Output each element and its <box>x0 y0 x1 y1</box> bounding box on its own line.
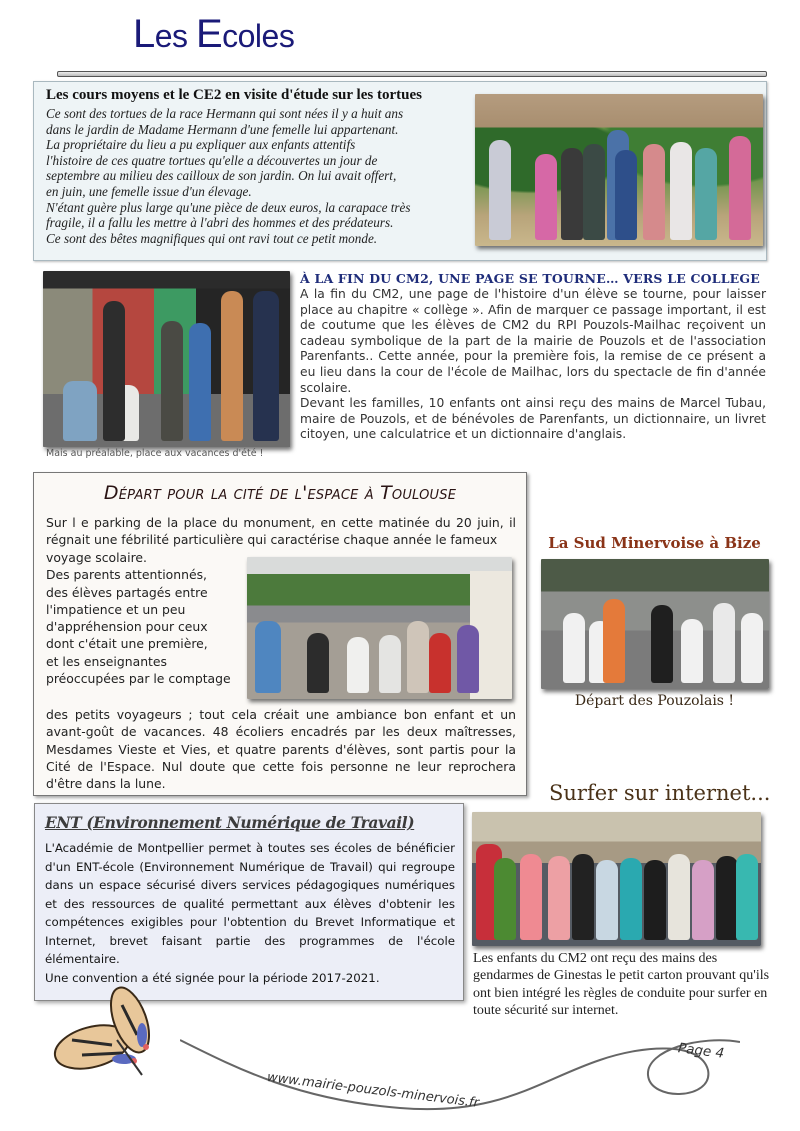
text-line: N'étant guère plus large qu'une pièce de deux euros, la carapace très <box>46 199 411 215</box>
article-body-top <box>46 514 516 549</box>
photo-figure <box>692 860 714 940</box>
article-title: ENT (Environnement Numérique de Travail) <box>45 813 415 832</box>
paragraph: Sur l e parking de la place du monument, en cette matinée du 20 juin, il régnait une fébrilité particulière qui caractérise chaque année le fameux <box>46 515 516 548</box>
photo-figure <box>729 136 751 240</box>
photo-figure <box>63 381 97 441</box>
photo-figure <box>572 854 594 940</box>
photo-children-tortoises <box>475 94 763 246</box>
article-ent <box>34 803 464 1001</box>
photo-figure <box>670 142 692 240</box>
butterfly-icon <box>42 985 177 1085</box>
text-line: d'appréhension pour ceux <box>46 619 208 635</box>
photo-figure <box>255 621 281 693</box>
website-link[interactable]: www.mairie-pouzols-minervois.fr <box>266 1070 480 1111</box>
photo-race-start <box>541 559 769 689</box>
text-line: septembre au milieu des cailloux de son jardin. On lui avait offert, <box>46 168 397 184</box>
photo-figure <box>489 140 511 240</box>
article-title: Les cours moyens et le CE2 en visite d'étude sur les tortues <box>46 87 422 103</box>
text-line: Ce sont des tortues de la race Hermann qui sont nées il y a huit ans <box>46 106 404 121</box>
title-rule <box>57 71 767 77</box>
photo-figure <box>668 854 690 940</box>
text-line: et les enseignantes <box>46 653 167 669</box>
article-body-bottom <box>46 706 516 792</box>
paragraph: Les enfants du CM2 ont reçu des mains des gendarmes de Ginestas le petit carton prouvant qu'ils ont bien intégré les règles de conduite pour surfer en toute sécurité sur internet. <box>473 951 770 1019</box>
title-letter-l: L <box>133 12 155 56</box>
text-line: l'histoire de ces quatre tortues qu'elle a découvertes un jour de <box>46 152 378 168</box>
photo-figure <box>563 613 585 683</box>
photo-figure <box>535 154 557 240</box>
text-line: l'impatience et un peu <box>46 601 186 617</box>
photo-figure <box>644 860 666 940</box>
text-line: en juin, une femelle issue d'un élevage. <box>46 183 252 199</box>
article-body <box>45 839 455 987</box>
photo-figure <box>561 148 583 240</box>
title-part-coles: coles <box>222 18 295 54</box>
text-line: La propriétaire du lieu a pu expliquer aux enfants attentifs <box>46 137 356 153</box>
photo-figure <box>741 613 763 683</box>
page-number: Page 4 <box>677 1040 725 1062</box>
photo-figure <box>596 860 618 940</box>
paragraph: Une convention a été signée pour la période 2017-2021. <box>45 970 380 985</box>
photo-figure <box>736 854 758 940</box>
paragraph: des petits voyageurs ; tout cela créait une ambiance bon enfant et un avant-goût de vacances. 48 écoliers encadrés par les deux maîtresses, Mesdames Vieste et Vies, et quatre parents d'élèves, sont partis pour la Cité de l'Espace. Nul doute que cette fois personne ne leur reprochera d'être dans la lune. <box>46 707 516 792</box>
article-cite-espace <box>33 472 527 796</box>
photo-figure <box>307 633 329 693</box>
text-line: Ce sont des bêtes magnifiques qui ont ravi tout ce petit monde. <box>46 230 378 246</box>
text-line: fragile, il a fallu les mettre à l'abri des hommes et des prédateurs. <box>46 215 394 231</box>
photo-figure <box>651 605 673 683</box>
article-title: La Sud Minervoise à Bize <box>548 534 761 552</box>
photo-figure <box>161 321 183 441</box>
article-title: Surfer sur internet... <box>549 781 771 805</box>
photo-parking-departure <box>247 557 512 699</box>
photo-caption: Départ des Pouzolais ! <box>574 693 735 709</box>
photo-figure <box>347 637 369 693</box>
text-line: voyage scolaire. <box>46 550 147 565</box>
article-body <box>473 950 773 1020</box>
text-line: des élèves partagés entre <box>46 584 208 600</box>
page-title <box>133 14 294 54</box>
photo-figure <box>379 635 401 693</box>
article-tortues <box>33 81 767 261</box>
text-line: préoccupées par le comptage <box>46 671 231 687</box>
photo-figure <box>429 633 451 693</box>
photo-figure <box>615 150 637 240</box>
photo-figure <box>520 854 542 940</box>
photo-figure <box>643 144 665 240</box>
photo-figure <box>583 144 605 240</box>
photo-figure <box>548 856 570 940</box>
photo-figure <box>681 619 703 683</box>
photo-figure <box>457 625 479 693</box>
text-line: dont c'était une première, <box>46 636 208 652</box>
photo-figure <box>494 858 516 940</box>
photo-cm2-internet <box>472 812 761 946</box>
article-title: Départ pour la cité de l'espace à Toulouse <box>103 482 457 504</box>
photo-figure <box>713 603 735 683</box>
photo-figure <box>407 621 429 693</box>
text-line: Des parents attentionnés, <box>46 567 207 583</box>
photo-figure <box>253 291 279 441</box>
photo-figure <box>716 856 738 940</box>
paragraph: A la fin du CM2, une page de l'histoire d'un élève se tourne, pour laisser place au chapitre « collège ». Afin de marquer ce passage important, il est de coutume que les élèves de CM2 du RPI Pouzols-Mailhac reçoivent un cadeau symbolique de la part de la mairie de Pouzols et de l'association Parenfants.. Cette année, pour la première fois, la remise de ce présent a eu lieu dans la cour de l'école de Mailhac, lors du spectacle de fin d'année scolaire. <box>300 287 766 395</box>
photo-caption: Mais au préalable, place aux vacances d'été ! <box>46 448 264 459</box>
photo-figure <box>189 323 211 441</box>
article-body <box>300 287 766 443</box>
photo-cm2-gifts <box>43 271 290 447</box>
title-part-es: es <box>154 18 196 54</box>
article-title: À LA FIN DU CM2, UNE PAGE SE TOURNE… VERS LE COLLEGE <box>300 271 761 286</box>
photo-figure <box>103 301 125 441</box>
paragraph: L'Académie de Montpellier permet à toutes ses écoles de bénéficier d'un ENT-école (Environnement Numérique de Travail) qui regroupe dans un espace sécurisé divers services pédagogiques numériques et des ressources de qualité permettant aux élèves d'obtenir les compétences exigibles pour l'obtention du Brevet Informatique et Internet, brevet faisant partie des programmes de l'école élémentaire. <box>45 841 455 966</box>
photo-figure <box>695 148 717 240</box>
article-body <box>46 106 466 246</box>
photo-figure <box>221 291 243 441</box>
text-line: dans le jardin de Madame Hermann d'une femelle lui appartenant. <box>46 121 399 137</box>
photo-figure <box>620 858 642 940</box>
article-body-left <box>46 549 246 687</box>
title-letter-e: E <box>195 12 223 56</box>
photo-figure <box>603 599 625 683</box>
paragraph: Devant les familles, 10 enfants ont ainsi reçu des mains de Marcel Tubau, maire de Pouzols, et de bénévoles de Parenfants, un dictionnaire, un livret citoyen, une calculatrice et un dictionnaire d'anglais. <box>300 396 766 442</box>
